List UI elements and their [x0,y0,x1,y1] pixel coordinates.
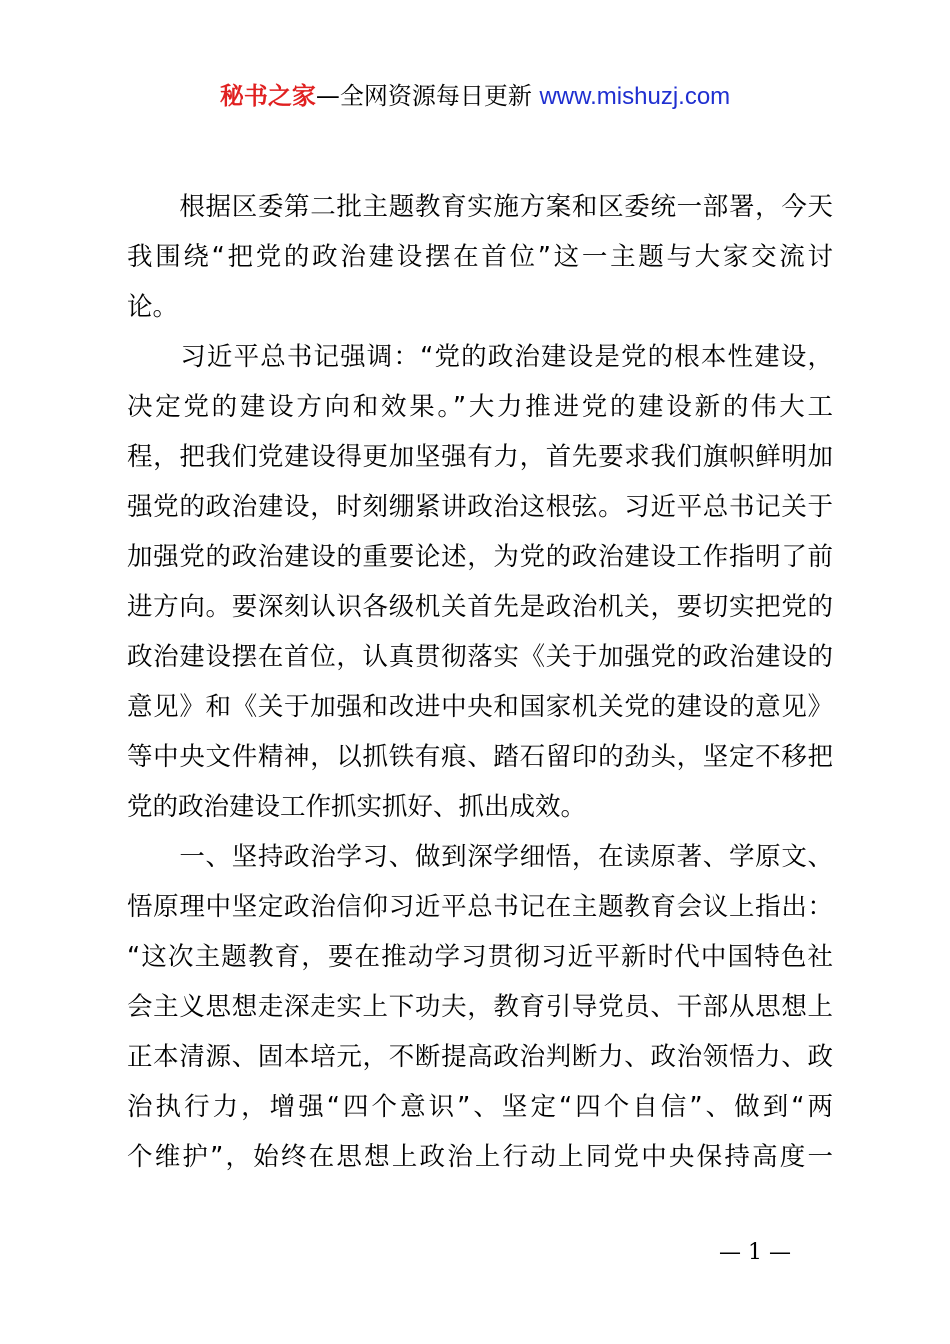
text-line: 进方向。要深刻认识各级机关首先是政治机关，要切实把党的 [127,592,833,622]
text-line: 一、坚持政治学习、做到深学细悟，在读原著、学原文、 [127,842,833,872]
site-banner [0,80,950,113]
text-line: 强党的政治建设，时刻绷紧讲政治这根弦。习近平总书记关于 [127,492,833,522]
text-line: 党的政治建设工作抓实抓好、抓出成效。 [127,792,587,822]
banner-tagline: —全网资源每日更新 [315,82,540,110]
text-line: 治执行力，增强“四个意识”、坚定“四个自信”、做到“两 [127,1092,833,1122]
text-line: 等中央文件精神，以抓铁有痕、踏石留印的劲头，坚定不移把 [127,742,833,772]
text-line: 会主义思想走深走实上下功夫，教育引导党员、干部从思想上 [127,992,833,1022]
text-line: 习近平总书记强调：“党的政治建设是党的根本性建设， [127,342,833,372]
text-line: 加强党的政治建设的重要论述，为党的政治建设工作指明了前 [127,542,833,572]
text-line: 悟原理中坚定政治信仰习近平总书记在主题教育会议上指出： [127,892,833,922]
brand-name: 秘书之家 [219,82,316,110]
text-line: 程，把我们党建设得更加坚强有力，首先要求我们旗帜鲜明加 [127,442,833,472]
text-line: 决定党的建设方向和效果。”大力推进党的建设新的伟大工 [127,392,833,422]
page-number: — 1 — [719,1240,791,1265]
banner-url[interactable]: www.mishuzj.com [539,83,731,110]
text-line: 政治建设摆在首位，认真贯彻落实《关于加强党的政治建设的 [127,642,833,672]
text-line: 个维护”，始终在思想上政治上行动上同党中央保持高度一 [127,1142,833,1172]
text-line: 正本清源、固本培元，不断提高政治判断力、政治领悟力、政 [127,1042,833,1072]
document-body [127,182,833,1182]
text-line: 根据区委第二批主题教育实施方案和区委统一部署，今天 [127,192,833,222]
text-line: “这次主题教育，要在推动学习贯彻习近平新时代中国特色社 [127,942,833,972]
text-line: 论。 [127,292,179,322]
text-line: 我围绕“把党的政治建设摆在首位”这一主题与大家交流讨 [127,242,833,272]
text-line: 意见》和《关于加强和改进中央和国家机关党的建设的意见》 [127,692,833,722]
